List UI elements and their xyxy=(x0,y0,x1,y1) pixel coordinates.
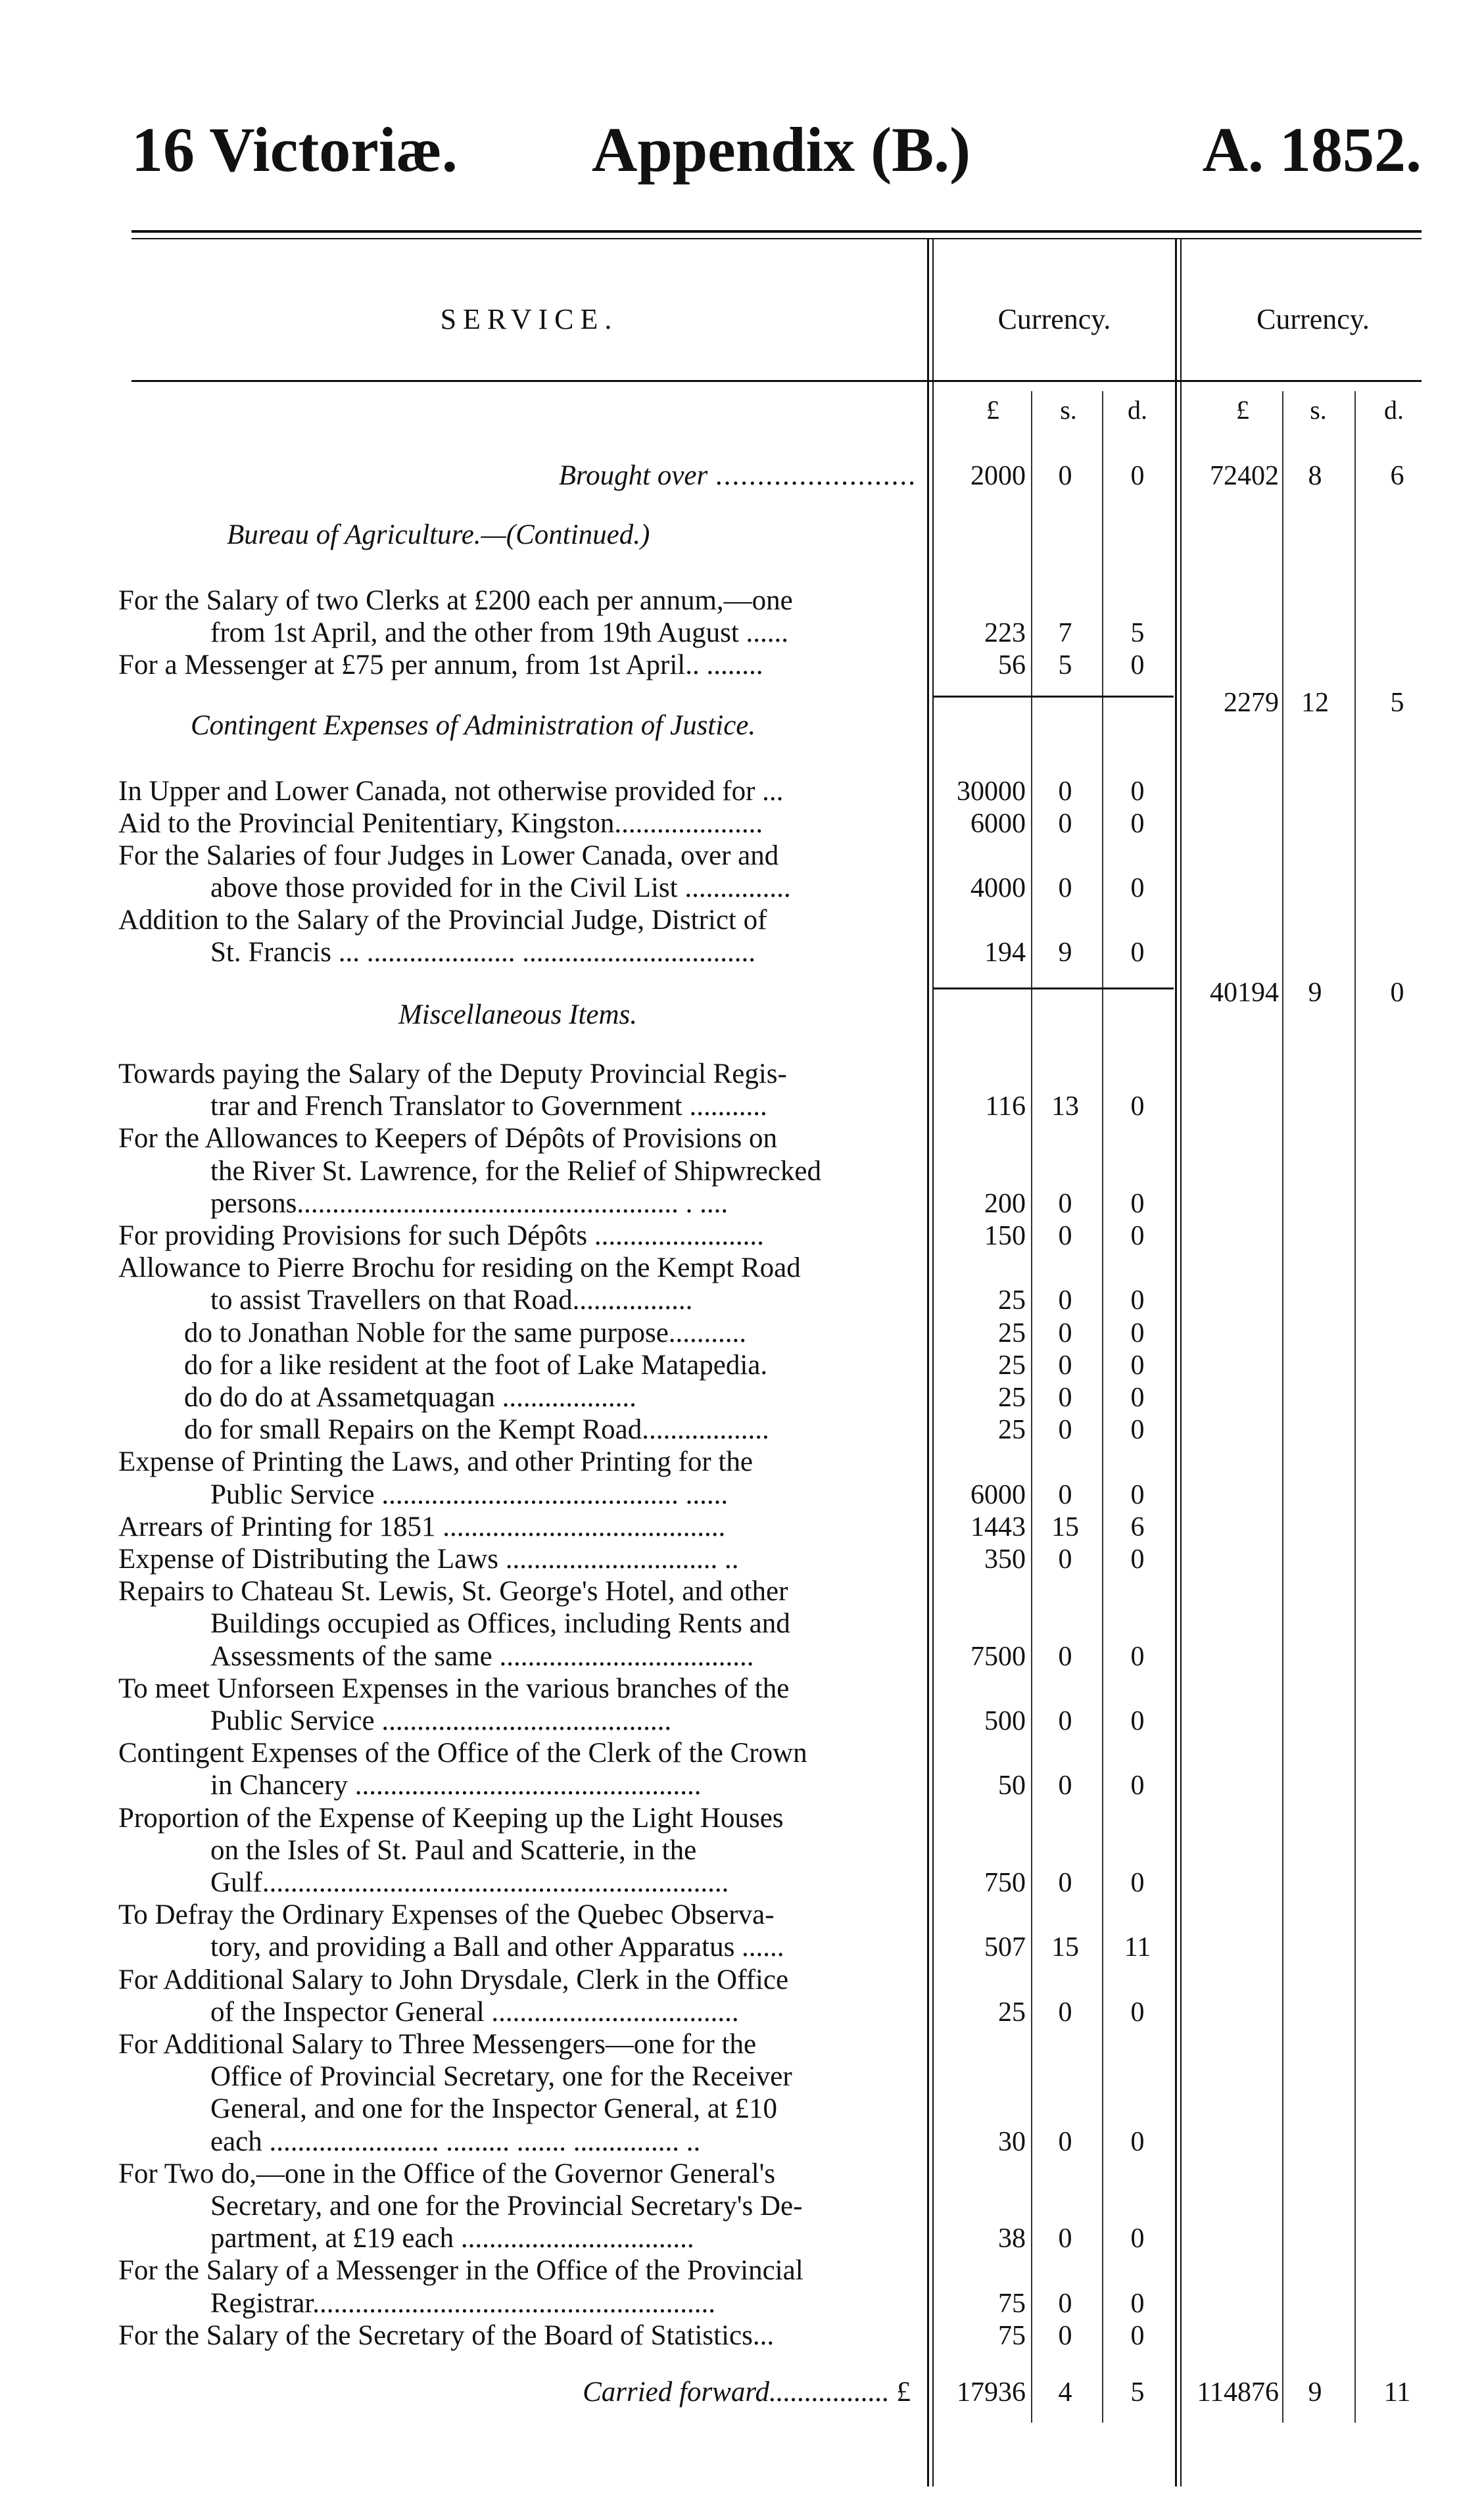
section-justice-heading: Contingent Expenses of Administration of Justice. xyxy=(191,710,756,741)
ledger-row-shillings: 0 xyxy=(1058,1544,1072,1575)
ledger-row-pence: 0 xyxy=(1130,1868,1145,1898)
ledger-row-text: Buildings occupied as Offices, including Rents and xyxy=(210,1608,790,1640)
ledger-row-pence: 6 xyxy=(1130,1511,1145,1542)
ledger-row-pounds: 25 xyxy=(998,1383,1026,1413)
ledger-row-text: Aid to the Provincial Penitentiary, Kingston..................... xyxy=(118,808,763,839)
ledger-row-text: the River St. Lawrence, for the Relief of Shipwrecked xyxy=(210,1155,821,1187)
ledger-row-pence: 0 xyxy=(1130,1771,1145,1801)
ledger-row-shillings: 7 xyxy=(1058,618,1072,648)
ledger-row-pounds: 30 xyxy=(998,2126,1026,2157)
ledger-row-text: Expense of Printing the Laws, and other Printing for the xyxy=(118,1446,753,1478)
justice-total-pence: 0 xyxy=(1390,978,1404,1008)
ledger-row-pounds: 350 xyxy=(984,1544,1026,1575)
brought-over-label: Brought over ........................ xyxy=(558,460,917,491)
ledger-row-shillings: 0 xyxy=(1058,1383,1072,1413)
ledger-row-pence: 0 xyxy=(1130,1997,1145,2028)
ledger-row-pounds: 223 xyxy=(984,618,1026,648)
header-rule-bottom xyxy=(132,238,1422,239)
ledger-row-shillings: 0 xyxy=(1058,1188,1072,1219)
ledger-row-text: trar and French Translator to Government ........... xyxy=(210,1091,767,1122)
justice-subtotal-rule xyxy=(934,987,1174,989)
ledger-row-pence: 0 xyxy=(1130,2223,1145,2254)
ledger-row-text: in Chancery ................................................. xyxy=(210,1770,702,1801)
page-header-center: Appendix (B.) xyxy=(592,114,971,185)
header-rule-top xyxy=(132,230,1422,233)
ledger-row-text: do to Jonathan Noble for the same purpose........... xyxy=(184,1317,747,1348)
ledger-row-text: For a Messenger at £75 per annum, from 1st April.. ........ xyxy=(118,650,763,680)
ledger-row-text: Arrears of Printing for 1851 ........................................ xyxy=(118,1511,726,1542)
ledger-row-pounds: 30000 xyxy=(957,776,1026,807)
ledger-row-text: above those provided for in the Civil List ............... xyxy=(210,872,791,903)
ledger-row-pounds: 25 xyxy=(998,1415,1026,1446)
ledger-row-shillings: 0 xyxy=(1058,1868,1072,1898)
ledger-row-shillings: 13 xyxy=(1051,1091,1079,1122)
ledger-row-shillings: 0 xyxy=(1058,1706,1072,1736)
carried-forward-total-pounds: 114876 xyxy=(1197,2377,1279,2408)
currency-column-divider-inner xyxy=(1180,238,1182,2486)
ledger-row-shillings: 0 xyxy=(1058,1479,1072,1510)
pound-header-2: £ xyxy=(1236,395,1249,425)
ledger-row-text: For the Allowances to Keepers of Dépôts of Provisions on xyxy=(118,1123,777,1154)
ledger-row-text: Public Service .......................................... ...... xyxy=(210,1479,729,1510)
shilling-pence-divider-2 xyxy=(1354,391,1356,2423)
ledger-row-text: Secretary, and one for the Provincial Secretary's De- xyxy=(210,2191,803,2222)
ledger-row-pounds: 25 xyxy=(998,1285,1026,1316)
ledger-row-pence: 5 xyxy=(1130,618,1145,648)
ledger-row-text: Proportion of the Expense of Keeping up the Light Houses xyxy=(118,1802,784,1834)
carried-forward-label: Carried forward................. £ xyxy=(583,2377,911,2408)
ledger-row-pounds: 56 xyxy=(998,650,1026,680)
ledger-row-pounds: 6000 xyxy=(970,1479,1026,1510)
ledger-row-text: For Additional Salary to John Drysdale, Clerk in the Office xyxy=(118,1964,789,1995)
brought-over-total-pence: 6 xyxy=(1390,461,1404,491)
ledger-row-shillings: 0 xyxy=(1058,1285,1072,1316)
ledger-row-text: Allowance to Pierre Brochu for residing on the Kempt Road xyxy=(118,1252,801,1284)
ledger-row-pence: 0 xyxy=(1130,776,1145,807)
ledger-row-pounds: 500 xyxy=(984,1706,1026,1736)
carried-forward-total-shillings: 9 xyxy=(1308,2377,1322,2408)
ledger-row-shillings: 0 xyxy=(1058,1318,1072,1348)
ledger-row-shillings: 0 xyxy=(1058,1350,1072,1381)
carried-forward-total-pence: 11 xyxy=(1383,2377,1411,2408)
ledger-row-pounds: 25 xyxy=(998,1318,1026,1348)
ledger-row-text: each ........................ ......... ....... ............... .. xyxy=(210,2126,701,2157)
ledger-row-pounds: 25 xyxy=(998,1997,1026,2028)
ledger-row-text: For Additional Salary to Three Messengers—one for the xyxy=(118,2029,757,2060)
ledger-row-shillings: 0 xyxy=(1058,776,1072,807)
ledger-row-pence: 0 xyxy=(1130,2126,1145,2157)
ledger-row-text: of the Inspector General ................................... xyxy=(210,1996,739,2028)
ledger-row-text: do for small Repairs on the Kempt Road.................. xyxy=(184,1414,769,1446)
ledger-row-text: to assist Travellers on that Road................. xyxy=(210,1285,693,1316)
ledger-row-text: Registrar......................................................... xyxy=(210,2287,715,2319)
pence-header-2: d. xyxy=(1384,395,1404,425)
ledger-row-shillings: 9 xyxy=(1058,938,1072,968)
ledger-row-pounds: 150 xyxy=(984,1221,1026,1251)
bureau-total-pounds: 2279 xyxy=(1224,688,1279,718)
shilling-header-2: s. xyxy=(1310,395,1327,425)
ledger-row-shillings: 0 xyxy=(1058,2126,1072,2157)
ledger-row-pounds: 116 xyxy=(985,1091,1026,1122)
ledger-row-text: Contingent Expenses of the Office of the Clerk of the Crown xyxy=(118,1738,807,1769)
ledger-row-pence: 0 xyxy=(1130,1285,1145,1316)
ledger-row-text: tory, and providing a Ball and other Apparatus ...... xyxy=(210,1932,784,1963)
ledger-row-text: To meet Unforseen Expenses in the various branches of the xyxy=(118,1673,790,1704)
justice-total-shillings: 9 xyxy=(1308,978,1322,1008)
ledger-row-text: Office of Provincial Secretary, one for the Receiver xyxy=(210,2061,792,2093)
section-bureau-heading: Bureau of Agriculture.—(Continued.) xyxy=(227,519,650,550)
ledger-row-shillings: 0 xyxy=(1058,1641,1072,1672)
ledger-row-shillings: 0 xyxy=(1058,2320,1072,2351)
ledger-row-pence: 0 xyxy=(1130,650,1145,680)
ledger-row-pence: 0 xyxy=(1130,1415,1145,1446)
ledger-row-text: For Two do,—one in the Office of the Governor General's xyxy=(118,2158,776,2189)
ledger-row-text: Gulf.................................................................. xyxy=(210,1867,729,1898)
pence-header-1: d. xyxy=(1128,395,1147,425)
ledger-row-text: For the Salaries of four Judges in Lower Canada, over and xyxy=(118,840,779,871)
ledger-row-pence: 0 xyxy=(1130,1188,1145,1219)
bureau-total-pence: 5 xyxy=(1390,688,1404,718)
ledger-row-pounds: 750 xyxy=(984,1868,1026,1898)
service-column-divider xyxy=(927,238,929,2486)
ledger-row-text: do do do at Assametquagan ................... xyxy=(184,1382,636,1413)
justice-total-pounds: 40194 xyxy=(1210,978,1279,1008)
column-header-rule xyxy=(132,380,1422,382)
carried-forward-pounds: 17936 xyxy=(957,2377,1026,2408)
ledger-row-pounds: 200 xyxy=(984,1188,1026,1219)
ledger-row-pence: 0 xyxy=(1130,809,1145,839)
ledger-row-text: on the Isles of St. Paul and Scatterie, in the xyxy=(210,1834,697,1866)
ledger-row-text: partment, at £19 each ................................. xyxy=(210,2223,694,2254)
ledger-row-pence: 0 xyxy=(1130,1479,1145,1510)
ledger-row-shillings: 15 xyxy=(1051,1932,1079,1963)
pound-shilling-divider-2 xyxy=(1282,391,1283,2423)
currency-column-divider xyxy=(1175,238,1177,2486)
ledger-row-pence: 0 xyxy=(1130,1641,1145,1672)
ledger-row-shillings: 5 xyxy=(1058,650,1072,680)
ledger-row-text: do for a like resident at the foot of Lake Matapedia. xyxy=(184,1349,768,1381)
ledger-row-shillings: 0 xyxy=(1058,1771,1072,1801)
ledger-row-pence: 0 xyxy=(1130,1544,1145,1575)
shilling-header-1: s. xyxy=(1060,395,1077,425)
ledger-row-pence: 0 xyxy=(1130,873,1145,903)
ledger-row-pounds: 6000 xyxy=(970,809,1026,839)
brought-over-pence: 0 xyxy=(1130,461,1145,491)
ledger-row-pounds: 38 xyxy=(998,2223,1026,2254)
page-header-left: 16 Victoriæ. xyxy=(132,114,458,185)
currency-column-header-2: Currency. xyxy=(1257,303,1370,335)
ledger-row-text: Addition to the Salary of the Provincial Judge, District of xyxy=(118,905,767,936)
ledger-row-shillings: 0 xyxy=(1058,2288,1072,2319)
ledger-row-pence: 0 xyxy=(1130,2320,1145,2351)
ledger-row-text: Towards paying the Salary of the Deputy Provincial Regis- xyxy=(118,1058,787,1089)
ledger-row-pounds: 75 xyxy=(998,2288,1026,2319)
ledger-row-shillings: 0 xyxy=(1058,1415,1072,1446)
ledger-row-text: For the Salary of the Secretary of the Board of Statistics... xyxy=(118,2319,775,2351)
ledger-row-text: Assessments of the same .................................... xyxy=(210,1640,754,1672)
ledger-row-pounds: 25 xyxy=(998,1350,1026,1381)
bureau-total-shillings: 12 xyxy=(1301,688,1329,718)
ledger-row-shillings: 0 xyxy=(1058,873,1072,903)
ledger-row-text: In Upper and Lower Canada, not otherwise provided for ... xyxy=(118,776,784,807)
carried-forward-shillings: 4 xyxy=(1058,2377,1072,2408)
brought-over-shillings: 0 xyxy=(1058,461,1072,491)
ledger-row-pounds: 507 xyxy=(984,1932,1026,1963)
ledger-row-shillings: 0 xyxy=(1058,1221,1072,1251)
ledger-row-pence: 0 xyxy=(1130,938,1145,968)
ledger-row-text: from 1st April, and the other from 19th August ...... xyxy=(210,617,789,648)
ledger-row-pounds: 194 xyxy=(984,938,1026,968)
section-misc-heading: Miscellaneous Items. xyxy=(398,999,638,1030)
ledger-row-shillings: 0 xyxy=(1058,1997,1072,2028)
ledger-row-text: To Defray the Ordinary Expenses of the Quebec Observa- xyxy=(118,1899,775,1931)
ledger-row-pence: 0 xyxy=(1130,1350,1145,1381)
ledger-row-pence: 0 xyxy=(1130,2288,1145,2319)
page-header-right: A. 1852. xyxy=(1202,114,1422,185)
pound-header-1: £ xyxy=(986,395,999,425)
ledger-row-pence: 0 xyxy=(1130,1383,1145,1413)
ledger-row-text: St. Francis ... ..................... ................................. xyxy=(210,937,755,968)
brought-over-total-pounds: 72402 xyxy=(1210,461,1279,491)
ledger-row-shillings: 0 xyxy=(1058,809,1072,839)
ledger-row-text: For the Salary of a Messenger in the Office of the Provincial xyxy=(118,2255,803,2287)
ledger-row-pounds: 4000 xyxy=(970,873,1026,903)
ledger-row-text: Repairs to Chateau St. Lewis, St. George's Hotel, and other xyxy=(118,1576,788,1607)
ledger-row-pence: 0 xyxy=(1130,1091,1145,1122)
ledger-row-pence: 0 xyxy=(1130,1318,1145,1348)
ledger-row-text: persons...................................................... . .... xyxy=(210,1187,729,1219)
ledger-row-pounds: 75 xyxy=(998,2320,1026,2351)
bureau-subtotal-rule xyxy=(934,696,1174,698)
ledger-row-pence: 0 xyxy=(1130,1221,1145,1251)
brought-over-pounds: 2000 xyxy=(970,461,1026,491)
ledger-row-pounds: 7500 xyxy=(970,1641,1026,1672)
ledger-row-shillings: 15 xyxy=(1051,1511,1079,1542)
ledger-row-pence: 0 xyxy=(1130,1706,1145,1736)
ledger-row-text: Expense of Distributing the Laws .............................. .. xyxy=(118,1544,739,1575)
service-column-header: SERVICE. xyxy=(440,303,619,335)
currency-column-header-1: Currency. xyxy=(997,303,1111,335)
ledger-row-pounds: 50 xyxy=(998,1771,1026,1801)
ledger-row-text: For the Salary of two Clerks at £200 each per annum,—one xyxy=(118,585,793,616)
ledger-row-shillings: 0 xyxy=(1058,2223,1072,2254)
ledger-row-pounds: 1443 xyxy=(970,1511,1026,1542)
brought-over-total-shillings: 8 xyxy=(1308,461,1322,491)
ledger-row-text: Public Service ......................................... xyxy=(210,1705,672,1736)
carried-forward-pence: 5 xyxy=(1130,2377,1145,2408)
ledger-row-pence: 11 xyxy=(1124,1932,1151,1963)
ledger-row-text: General, and one for the Inspector General, at £10 xyxy=(210,2093,778,2125)
ledger-row-text: For providing Provisions for such Dépôts ........................ xyxy=(118,1220,764,1251)
